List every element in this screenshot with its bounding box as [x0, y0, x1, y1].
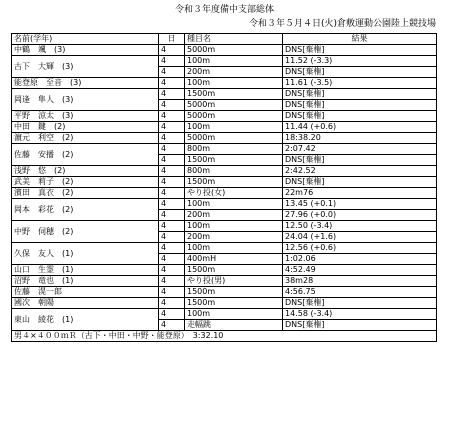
athlete-name: 佐藤 滉一郎: [12, 287, 159, 298]
result-cell: 1:02.06: [283, 254, 437, 265]
header-name: 名前(学年): [12, 34, 159, 45]
event-cell: 1500m: [185, 265, 283, 276]
event-cell: 100m: [185, 309, 283, 320]
athlete-name: 濵元 利空 (2): [12, 133, 159, 144]
event-cell: 200m: [185, 67, 283, 78]
grade-cell: 4: [159, 144, 185, 155]
grade-cell: 4: [159, 188, 185, 199]
table-row: [12, 177, 437, 188]
table-row: [12, 89, 437, 100]
grade-cell: 4: [159, 276, 185, 287]
result-cell: 4:52.49: [283, 265, 437, 276]
grade-cell: 4: [159, 67, 185, 78]
result-cell: DNS[棄権]: [283, 155, 437, 166]
grade-cell: 4: [159, 320, 185, 331]
table-row: [12, 298, 437, 309]
document-title: 令和３年度備中支部総体: [174, 5, 274, 15]
header-grade: 日: [159, 34, 185, 45]
result-cell: 4:56.75: [283, 287, 437, 298]
document-subtitle: 令和３年５月４日(火)倉敷運動公園陸上競技場: [248, 19, 436, 29]
athlete-name: 久保 友人 (1): [12, 243, 159, 265]
grade-cell: 4: [159, 199, 185, 210]
grade-cell: 4: [159, 210, 185, 221]
athlete-name: 東山 綾花 (1): [12, 309, 159, 331]
athlete-name: 國次 朝陽: [12, 298, 159, 309]
result-cell: 18:38.20: [283, 133, 437, 144]
event-cell: 100m: [185, 243, 283, 254]
athlete-name: 佐藤 安播 (2): [12, 144, 159, 166]
table-row: [12, 166, 437, 177]
grade-cell: 4: [159, 111, 185, 122]
table-header-row: [12, 34, 437, 45]
event-cell: 100m: [185, 56, 283, 67]
results-table: [11, 33, 437, 342]
relay-row: [12, 331, 437, 342]
athlete-name: 沼野 竜也 (1): [12, 276, 159, 287]
result-cell: 24.04 (+1.6): [283, 232, 437, 243]
result-cell: 13.45 (+0.1): [283, 199, 437, 210]
table-row: [12, 122, 437, 133]
event-cell: 400mH: [185, 254, 283, 265]
grade-cell: 4: [159, 122, 185, 133]
event-cell: 100m: [185, 199, 283, 210]
result-cell: DNS[棄権]: [283, 45, 437, 56]
result-cell: DNS[棄権]: [283, 89, 437, 100]
result-cell: 11.52 (-3.3): [283, 56, 437, 67]
table-row: [12, 56, 437, 67]
athlete-name: 古下 大輝 (3): [12, 56, 159, 78]
event-cell: 1500m: [185, 89, 283, 100]
grade-cell: 4: [159, 243, 185, 254]
table-row: [12, 199, 437, 210]
result-cell: 12.56 (+0.6): [283, 243, 437, 254]
athlete-name: 岡逢 隼人 (3): [12, 89, 159, 111]
grade-cell: 4: [159, 155, 185, 166]
table-row: [12, 265, 437, 276]
result-cell: 14.58 (-3.4): [283, 309, 437, 320]
athlete-name: 山口 生霊 (1): [12, 265, 159, 276]
result-cell: DNS[棄権]: [283, 177, 437, 188]
event-cell: 100m: [185, 78, 283, 89]
result-cell: 22m76: [283, 188, 437, 199]
table-row: [12, 287, 437, 298]
result-cell: DNS[棄権]: [283, 111, 437, 122]
result-cell: DNS[棄権]: [283, 100, 437, 111]
athlete-name: 中田 鍵 (2): [12, 122, 159, 133]
event-cell: 1500m: [185, 287, 283, 298]
result-cell: 2:07.42: [283, 144, 437, 155]
table-row: [12, 309, 437, 320]
grade-cell: 4: [159, 100, 185, 111]
event-cell: やり投(男): [185, 276, 283, 287]
event-cell: 800m: [185, 166, 283, 177]
event-cell: 1500m: [185, 298, 283, 309]
header-result: 結果: [283, 34, 437, 45]
grade-cell: 4: [159, 166, 185, 177]
table-row: [12, 221, 437, 232]
athlete-name: 中野 伺穂 (2): [12, 221, 159, 243]
table-row: [12, 144, 437, 155]
result-cell: 27.96 (+0.0): [283, 210, 437, 221]
table-row: [12, 276, 437, 287]
result-cell: 38m28: [283, 276, 437, 287]
table-row: [12, 243, 437, 254]
grade-cell: 4: [159, 298, 185, 309]
event-cell: 走幅跳: [185, 320, 283, 331]
result-cell: DNS[棄権]: [283, 320, 437, 331]
event-cell: 100m: [185, 221, 283, 232]
event-cell: 100m: [185, 122, 283, 133]
athlete-name: 能登原 至音 (3): [12, 78, 159, 89]
result-cell: 11.61 (-3.5): [283, 78, 437, 89]
athlete-name: 岡本 彩花 (2): [12, 199, 159, 221]
table-row: [12, 188, 437, 199]
grade-cell: 4: [159, 89, 185, 100]
event-cell: 5000m: [185, 111, 283, 122]
header-event: 種目名: [185, 34, 283, 45]
result-cell: 11.44 (+0.6): [283, 122, 437, 133]
event-cell: 1500m: [185, 155, 283, 166]
result-cell: 2:42.52: [283, 166, 437, 177]
event-cell: 800m: [185, 144, 283, 155]
result-cell: 12.50 (-3.4): [283, 221, 437, 232]
event-cell: 5000m: [185, 100, 283, 111]
table-row: [12, 111, 437, 122]
athlete-name: 浅野 悠 (2): [12, 166, 159, 177]
grade-cell: 4: [159, 56, 185, 67]
table-row: [12, 133, 437, 144]
grade-cell: 4: [159, 78, 185, 89]
grade-cell: 4: [159, 45, 185, 56]
athlete-name: 中鶴 颯 (3): [12, 45, 159, 56]
event-cell: やり投(女): [185, 188, 283, 199]
table-row: [12, 78, 437, 89]
grade-cell: 4: [159, 265, 185, 276]
grade-cell: 4: [159, 287, 185, 298]
grade-cell: 4: [159, 254, 185, 265]
athlete-name: 武美 莉子 (2): [12, 177, 159, 188]
athlete-name: 平野 涼太 (3): [12, 111, 159, 122]
grade-cell: 4: [159, 232, 185, 243]
table-row: [12, 45, 437, 56]
grade-cell: 4: [159, 177, 185, 188]
event-cell: 1500m: [185, 177, 283, 188]
result-cell: DNS[棄権]: [283, 67, 437, 78]
event-cell: 5000m: [185, 133, 283, 144]
relay-result: 男４×４００ｍＲ（古下・中田・中野・能登原） 3:32.10: [12, 331, 437, 342]
athlete-name: 濱田 真衣 (2): [12, 188, 159, 199]
grade-cell: 4: [159, 309, 185, 320]
result-cell: DNS[棄権]: [283, 298, 437, 309]
event-cell: 5000m: [185, 45, 283, 56]
grade-cell: 4: [159, 133, 185, 144]
grade-cell: 4: [159, 221, 185, 232]
event-cell: 200m: [185, 210, 283, 221]
event-cell: 200m: [185, 232, 283, 243]
